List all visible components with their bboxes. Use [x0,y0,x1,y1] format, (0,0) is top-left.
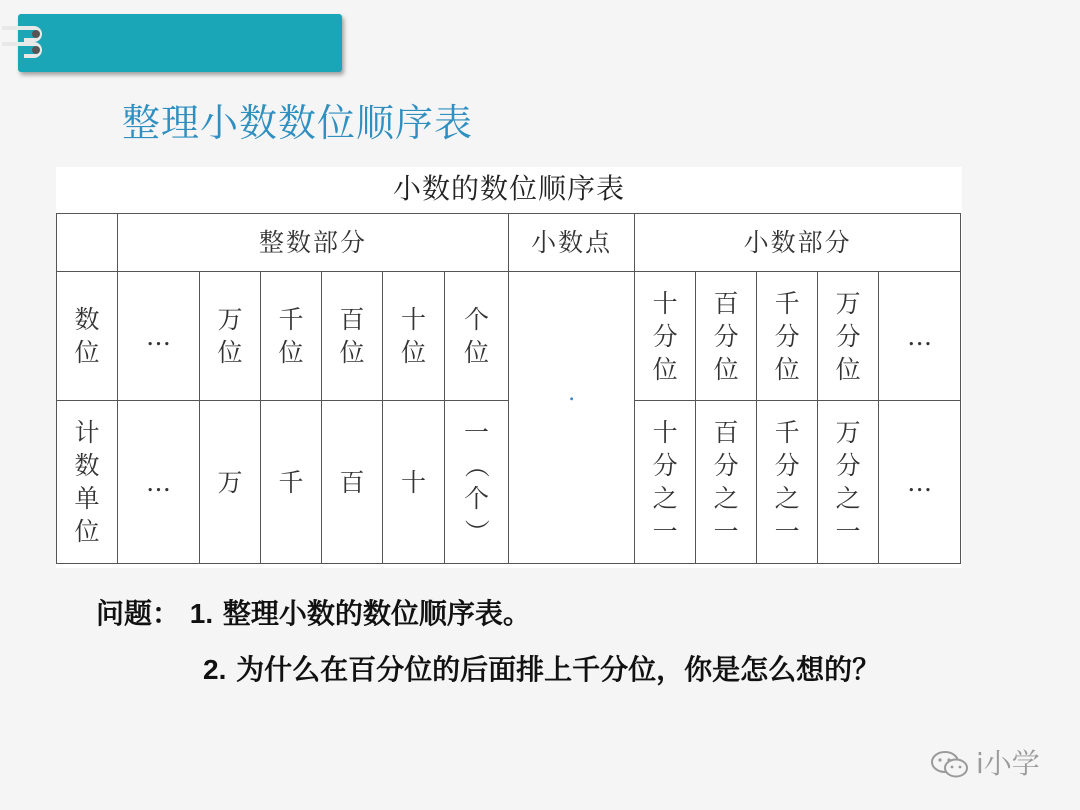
header-tab [18,14,342,72]
question-2-text: 为什么在百分位的后面排上千分位，你是怎么想的？ [236,653,881,686]
question-label: 问题： [96,597,181,630]
table-cell: … [118,401,200,564]
table-cell: 十分之一 [635,401,696,564]
table-cell: … [118,272,200,401]
table-cell: 十位 [383,272,445,401]
slide-title: 整理小数数位顺序表 [122,101,474,145]
decimal-part-header: 小数部分 [635,214,961,272]
table-cell: 万分之一 [818,401,879,564]
watermark-text: i小学 [976,747,1040,780]
place-value-table [56,167,962,568]
table-cell: … [879,272,961,401]
wechat-icon [930,749,970,781]
table-cell: 千分之一 [757,401,818,564]
table-cell: 百位 [322,272,383,401]
table-cell: 千 [261,401,322,564]
integer-part-header: 整数部分 [118,214,509,272]
table-caption: 小数的数位顺序表 [392,172,625,205]
decimal-point-cell: . [509,272,635,564]
table-cell: 百分之一 [696,401,757,564]
table-cell: 万分位 [818,272,879,401]
question-1-text: 整理小数的数位顺序表。 [222,597,531,630]
question-1-number: 1. [189,598,214,629]
question-1 [96,592,531,632]
table-cell: 十分位 [635,272,696,401]
table-cell: 千位 [261,272,322,401]
table-cell: 万位 [200,272,261,401]
table-cell: 个位 [445,272,509,401]
question-2-number: 2. [203,654,227,685]
binder-rings-icon [0,18,48,62]
table-corner-cell [57,214,118,272]
table-cell: 千分位 [757,272,818,401]
ones-unit-cell: 一 （ 个 ） [445,401,509,564]
row-label-place: 数位 [57,272,118,401]
table-cell: 百分位 [696,272,757,401]
decimal-point-header: 小数点 [509,214,635,272]
table-cell: 百 [322,401,383,564]
question-2 [203,645,973,695]
table-cell: … [879,401,961,564]
row-label-unit: 计数单位 [57,401,118,564]
table-cell: 十 [383,401,445,564]
table-cell: 万 [200,401,261,564]
watermark [930,742,1040,782]
